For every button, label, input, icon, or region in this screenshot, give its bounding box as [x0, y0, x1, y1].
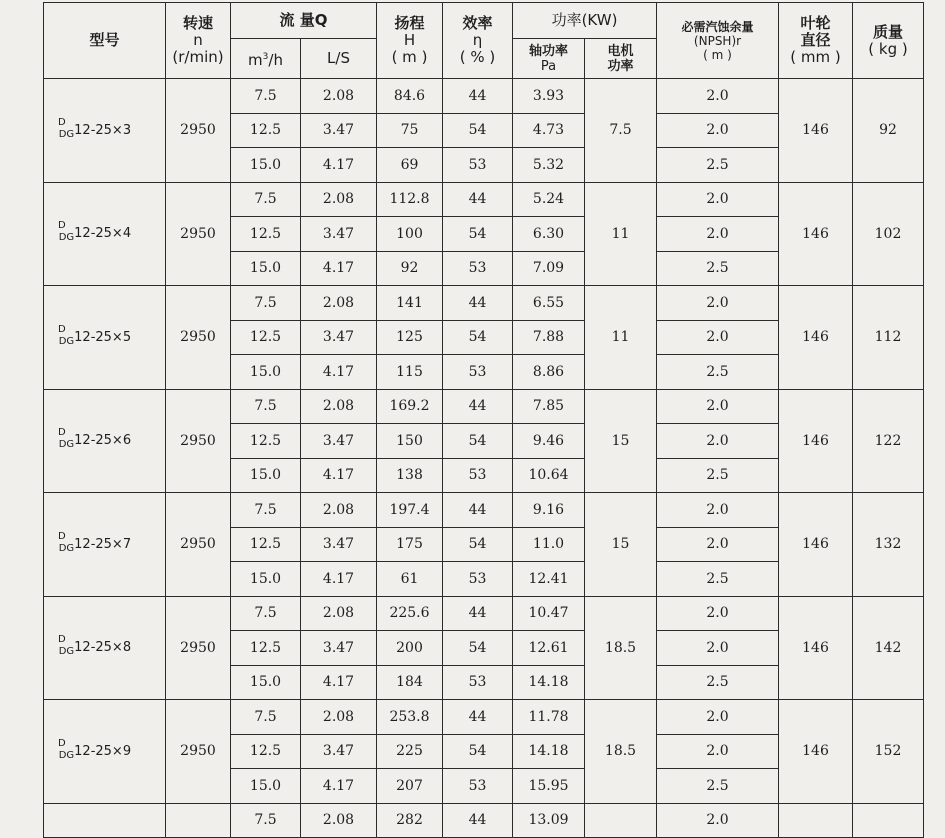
- efficiency-cell: 44: [443, 389, 513, 424]
- flow-ls-cell: 4.17: [301, 148, 377, 183]
- npsh-cell: 2.5: [657, 355, 779, 390]
- header-model: 型号: [44, 3, 166, 79]
- flow-m3h-cell: 7.5: [231, 493, 301, 528]
- flow-m3h-cell: 7.5: [231, 803, 301, 838]
- flow-ls-cell: 2.08: [301, 493, 377, 528]
- header-flow-ls: L/S: [301, 39, 377, 79]
- flow-ls-cell: 3.47: [301, 320, 377, 355]
- shaft-power-cell: 7.09: [513, 251, 585, 286]
- table-row: [44, 493, 924, 528]
- head-cell: 225: [377, 734, 443, 769]
- head-cell: 115: [377, 355, 443, 390]
- header-power: 功率(KW): [513, 3, 657, 39]
- model-cell: [44, 79, 166, 183]
- flow-m3h-cell: 15.0: [231, 458, 301, 493]
- npsh-cell: 2.0: [657, 182, 779, 217]
- model-number: 12-25×7: [74, 536, 132, 552]
- flow-m3h-cell: 12.5: [231, 424, 301, 459]
- npsh-cell: 2.0: [657, 734, 779, 769]
- header-head: 扬程 H ( m ): [377, 3, 443, 79]
- flow-m3h-cell: 12.5: [231, 734, 301, 769]
- efficiency-cell: 54: [443, 527, 513, 562]
- efficiency-cell: 44: [443, 493, 513, 528]
- head-cell: 61: [377, 562, 443, 597]
- flow-ls-cell: 4.17: [301, 769, 377, 804]
- table-row: [44, 286, 924, 321]
- flow-ls-cell: 2.08: [301, 286, 377, 321]
- npsh-cell: 2.0: [657, 527, 779, 562]
- shaft-power-cell: 7.88: [513, 320, 585, 355]
- flow-ls-cell: 3.47: [301, 217, 377, 252]
- impeller-cell: 146: [779, 79, 853, 183]
- header-mass: 质量 ( kg ): [853, 3, 924, 79]
- motor-power-cell: 18.5: [585, 596, 657, 700]
- npsh-cell: 2.0: [657, 389, 779, 424]
- efficiency-cell: 54: [443, 320, 513, 355]
- speed-cell: 2950: [166, 493, 231, 597]
- model-prefix: D: [58, 323, 66, 335]
- head-cell: 112.8: [377, 182, 443, 217]
- motor-power-cell: [585, 803, 657, 838]
- flow-ls-cell: 4.17: [301, 665, 377, 700]
- efficiency-cell: 53: [443, 148, 513, 183]
- shaft-power-cell: 4.73: [513, 113, 585, 148]
- flow-m3h-cell: 15.0: [231, 665, 301, 700]
- efficiency-cell: 54: [443, 631, 513, 666]
- table-row-partial: [44, 803, 924, 838]
- speed-cell: 2950: [166, 596, 231, 700]
- shaft-power-cell: 11.0: [513, 527, 585, 562]
- mass-cell: [853, 803, 924, 838]
- head-cell: 200: [377, 631, 443, 666]
- flow-ls-cell: 3.47: [301, 424, 377, 459]
- flow-m3h-cell: 7.5: [231, 700, 301, 735]
- model-prefix: D: [58, 427, 66, 439]
- head-cell: 150: [377, 424, 443, 459]
- head-cell: 92: [377, 251, 443, 286]
- head-cell: 169.2: [377, 389, 443, 424]
- efficiency-cell: 44: [443, 79, 513, 114]
- flow-m3h-cell: 12.5: [231, 631, 301, 666]
- flow-m3h-cell: 12.5: [231, 217, 301, 252]
- npsh-cell: 2.5: [657, 148, 779, 183]
- shaft-power-cell: 10.64: [513, 458, 585, 493]
- model-number: 12-25×3: [74, 122, 132, 138]
- head-cell: 84.6: [377, 79, 443, 114]
- header-motor-power: 电机 功率: [585, 39, 657, 79]
- efficiency-cell: 44: [443, 182, 513, 217]
- shaft-power-cell: 3.93: [513, 79, 585, 114]
- npsh-cell: 2.0: [657, 493, 779, 528]
- npsh-cell: 2.0: [657, 217, 779, 252]
- flow-ls-cell: 2.08: [301, 182, 377, 217]
- table-row: [44, 596, 924, 631]
- flow-m3h-cell: 12.5: [231, 113, 301, 148]
- shaft-power-cell: 14.18: [513, 734, 585, 769]
- motor-power-cell: 15: [585, 389, 657, 493]
- efficiency-cell: 44: [443, 596, 513, 631]
- npsh-cell: 2.0: [657, 286, 779, 321]
- header-shaft-power: 轴功率 Pa: [513, 39, 585, 79]
- shaft-power-cell: 7.85: [513, 389, 585, 424]
- spec-table-wrapper: [43, 2, 924, 838]
- npsh-cell: 2.5: [657, 665, 779, 700]
- impeller-cell: [779, 803, 853, 838]
- head-cell: 197.4: [377, 493, 443, 528]
- model-number: 12-25×9: [74, 743, 132, 759]
- shaft-power-cell: 14.18: [513, 665, 585, 700]
- efficiency-cell: 53: [443, 458, 513, 493]
- shaft-power-cell: 6.55: [513, 286, 585, 321]
- model-cell: [44, 493, 166, 597]
- model-series: DG: [58, 542, 75, 554]
- shaft-power-cell: 9.46: [513, 424, 585, 459]
- model-series: DG: [58, 439, 75, 451]
- motor-power-cell: 15: [585, 493, 657, 597]
- shaft-power-cell: 11.78: [513, 700, 585, 735]
- mass-cell: 112: [853, 286, 924, 390]
- motor-power-cell: 11: [585, 182, 657, 286]
- mass-cell: 152: [853, 700, 924, 804]
- head-cell: 225.6: [377, 596, 443, 631]
- npsh-cell: 2.5: [657, 769, 779, 804]
- flow-m3h-cell: 15.0: [231, 562, 301, 597]
- speed-cell: 2950: [166, 700, 231, 804]
- flow-m3h-cell: 15.0: [231, 769, 301, 804]
- impeller-cell: 146: [779, 286, 853, 390]
- head-cell: 207: [377, 769, 443, 804]
- npsh-cell: 2.0: [657, 424, 779, 459]
- shaft-power-cell: 15.95: [513, 769, 585, 804]
- npsh-cell: 2.0: [657, 803, 779, 838]
- flow-m3h-cell: 7.5: [231, 286, 301, 321]
- shaft-power-cell: 5.32: [513, 148, 585, 183]
- flow-m3h-cell: 7.5: [231, 389, 301, 424]
- efficiency-cell: 54: [443, 113, 513, 148]
- flow-m3h-cell: 7.5: [231, 79, 301, 114]
- motor-power-cell: 11: [585, 286, 657, 390]
- mass-cell: 142: [853, 596, 924, 700]
- header-efficiency: 效率 η ( % ): [443, 3, 513, 79]
- flow-ls-cell: 2.08: [301, 700, 377, 735]
- model-prefix: D: [58, 634, 66, 646]
- model-series: DG: [58, 232, 75, 244]
- mass-cell: 92: [853, 79, 924, 183]
- flow-ls-cell: 4.17: [301, 251, 377, 286]
- impeller-cell: 146: [779, 700, 853, 804]
- model-series: DG: [58, 646, 75, 658]
- head-cell: 141: [377, 286, 443, 321]
- speed-cell: 2950: [166, 79, 231, 183]
- model-number: 12-25×5: [74, 329, 132, 345]
- head-cell: 184: [377, 665, 443, 700]
- speed-cell: 2950: [166, 182, 231, 286]
- model-series: DG: [58, 749, 75, 761]
- flow-ls-cell: 4.17: [301, 562, 377, 597]
- efficiency-cell: 53: [443, 665, 513, 700]
- impeller-cell: 146: [779, 182, 853, 286]
- efficiency-cell: 53: [443, 355, 513, 390]
- npsh-cell: 2.5: [657, 562, 779, 597]
- table-row: [44, 79, 924, 114]
- head-cell: 253.8: [377, 700, 443, 735]
- flow-ls-cell: 3.47: [301, 734, 377, 769]
- efficiency-cell: 44: [443, 700, 513, 735]
- efficiency-cell: 53: [443, 562, 513, 597]
- efficiency-cell: 54: [443, 424, 513, 459]
- head-cell: 75: [377, 113, 443, 148]
- shaft-power-cell: 6.30: [513, 217, 585, 252]
- model-cell: [44, 596, 166, 700]
- model-cell: [44, 182, 166, 286]
- flow-m3h-cell: 7.5: [231, 596, 301, 631]
- efficiency-cell: 53: [443, 769, 513, 804]
- flow-m3h-cell: 12.5: [231, 320, 301, 355]
- npsh-cell: 2.0: [657, 79, 779, 114]
- head-cell: 125: [377, 320, 443, 355]
- efficiency-cell: 44: [443, 286, 513, 321]
- mass-cell: 102: [853, 182, 924, 286]
- head-cell: 175: [377, 527, 443, 562]
- efficiency-cell: 44: [443, 803, 513, 838]
- shaft-power-cell: 10.47: [513, 596, 585, 631]
- model-number: 12-25×6: [74, 433, 132, 449]
- head-cell: 69: [377, 148, 443, 183]
- impeller-cell: 146: [779, 493, 853, 597]
- npsh-cell: 2.5: [657, 458, 779, 493]
- head-cell: 138: [377, 458, 443, 493]
- flow-ls-cell: 3.47: [301, 527, 377, 562]
- model-number: 12-25×4: [74, 226, 132, 242]
- flow-ls-cell: 2.08: [301, 596, 377, 631]
- npsh-cell: 2.0: [657, 700, 779, 735]
- model-cell: [44, 389, 166, 493]
- model-series: DG: [58, 335, 75, 347]
- header-flow: 流 量Q: [231, 3, 377, 39]
- shaft-power-cell: 12.41: [513, 562, 585, 597]
- speed-cell: 2950: [166, 389, 231, 493]
- mass-cell: 122: [853, 389, 924, 493]
- flow-m3h-cell: 7.5: [231, 182, 301, 217]
- efficiency-cell: 53: [443, 251, 513, 286]
- flow-ls-cell: 4.17: [301, 355, 377, 390]
- flow-m3h-cell: 15.0: [231, 148, 301, 183]
- npsh-cell: 2.5: [657, 251, 779, 286]
- shaft-power-cell: 13.09: [513, 803, 585, 838]
- npsh-cell: 2.0: [657, 596, 779, 631]
- table-row: [44, 389, 924, 424]
- model-number: 12-25×8: [74, 640, 132, 656]
- head-cell: 282: [377, 803, 443, 838]
- npsh-cell: 2.0: [657, 320, 779, 355]
- table-row: [44, 700, 924, 735]
- table-row: [44, 182, 924, 217]
- pump-spec-table: [43, 2, 924, 838]
- motor-power-cell: 7.5: [585, 79, 657, 183]
- flow-m3h-cell: 15.0: [231, 251, 301, 286]
- head-cell: 100: [377, 217, 443, 252]
- model-prefix: D: [58, 220, 66, 232]
- shaft-power-cell: 5.24: [513, 182, 585, 217]
- shaft-power-cell: 12.61: [513, 631, 585, 666]
- flow-ls-cell: 3.47: [301, 113, 377, 148]
- header-impeller: 叶轮 直径 ( mm ): [779, 3, 853, 79]
- model-cell: [44, 700, 166, 804]
- header-speed: 转速 n (r/min): [166, 3, 231, 79]
- motor-power-cell: 18.5: [585, 700, 657, 804]
- header-npsh: 必需汽蚀余量 (NPSH)r ( m ): [657, 3, 779, 79]
- flow-ls-cell: 2.08: [301, 389, 377, 424]
- flow-m3h-cell: 15.0: [231, 355, 301, 390]
- model-prefix: D: [58, 530, 66, 542]
- flow-ls-cell: 2.08: [301, 803, 377, 838]
- model-prefix: D: [58, 737, 66, 749]
- flow-ls-cell: 3.47: [301, 631, 377, 666]
- model-series: DG: [58, 128, 75, 140]
- flow-ls-cell: 2.08: [301, 79, 377, 114]
- flow-m3h-cell: 12.5: [231, 527, 301, 562]
- model-cell: [44, 803, 166, 838]
- flow-ls-cell: 4.17: [301, 458, 377, 493]
- efficiency-cell: 54: [443, 217, 513, 252]
- mass-cell: 132: [853, 493, 924, 597]
- efficiency-cell: 54: [443, 734, 513, 769]
- model-prefix: D: [58, 116, 66, 128]
- npsh-cell: 2.0: [657, 113, 779, 148]
- speed-cell: [166, 803, 231, 838]
- impeller-cell: 146: [779, 596, 853, 700]
- shaft-power-cell: 8.86: [513, 355, 585, 390]
- speed-cell: 2950: [166, 286, 231, 390]
- model-cell: [44, 286, 166, 390]
- header-flow-m3h: $m^3/h$: [231, 39, 301, 79]
- impeller-cell: 146: [779, 389, 853, 493]
- shaft-power-cell: 9.16: [513, 493, 585, 528]
- npsh-cell: 2.0: [657, 631, 779, 666]
